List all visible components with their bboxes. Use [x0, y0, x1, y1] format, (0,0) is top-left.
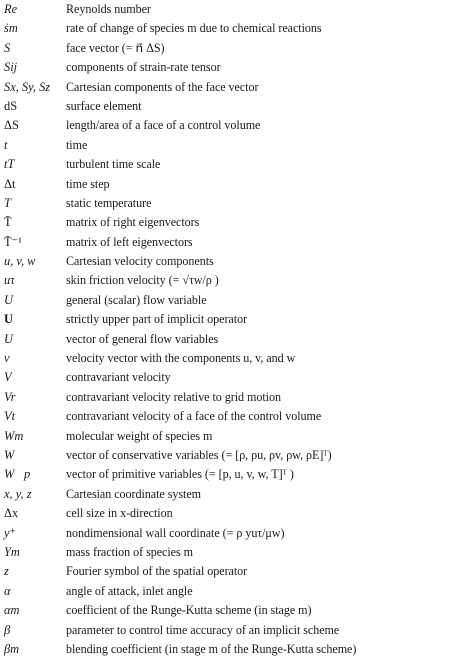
nomenclature-entry — [0, 601, 455, 620]
description: coefficient of the Runge-Kutta scheme (in stage m) — [66, 603, 312, 618]
symbol: T — [4, 195, 11, 210]
nomenclature-entry — [0, 562, 455, 581]
nomenclature-entry — [0, 446, 455, 465]
symbol: U⃗ — [4, 331, 23, 346]
description: contravariant velocity relative to grid motion — [66, 389, 281, 404]
description: strictly upper part of implicit operator — [66, 312, 248, 327]
description: velocity vector with the components u, v, and w — [66, 351, 296, 366]
nomenclature-entry — [0, 427, 455, 446]
description: contravariant velocity of a face of the control volume — [66, 409, 322, 424]
symbol: x, y, z — [4, 486, 32, 501]
symbol: V — [4, 370, 12, 385]
symbol: uτ — [4, 273, 15, 288]
nomenclature-entry — [0, 39, 455, 58]
description: time — [66, 137, 88, 152]
description: length/area of a face of a control volume — [66, 118, 261, 133]
description: turbulent time scale — [66, 157, 161, 172]
nomenclature-entry — [0, 388, 455, 407]
nomenclature-entry — [0, 58, 455, 77]
nomenclature-entry — [0, 407, 455, 426]
nomenclature-entry — [0, 116, 455, 135]
symbol: z — [4, 564, 9, 579]
symbol: Sij — [4, 60, 18, 75]
description: mass fraction of species m — [66, 544, 193, 559]
nomenclature-entry — [0, 155, 455, 174]
symbol: Wm — [4, 428, 24, 443]
nomenclature-entry — [0, 271, 455, 290]
symbol: u, v, w — [4, 254, 36, 269]
description: Cartesian velocity components — [66, 254, 214, 269]
nomenclature-entry — [0, 582, 455, 601]
symbol: W⃗p — [4, 467, 31, 482]
nomenclature-entry — [0, 233, 455, 252]
description: Cartesian coordinate system — [66, 486, 202, 501]
description: matrix of left eigenvectors — [66, 234, 193, 249]
nomenclature-entry — [0, 97, 455, 116]
symbol: α — [4, 583, 11, 598]
description: time step — [66, 176, 110, 191]
description: Reynolds number — [66, 2, 151, 16]
symbol: S⃗ — [4, 40, 20, 55]
nomenclature-entry — [0, 621, 455, 640]
nomenclature-entry — [0, 19, 455, 38]
nomenclature-entry — [0, 291, 455, 310]
symbol: T̄⁻¹ — [4, 234, 22, 249]
description: Cartesian components of the face vector — [66, 79, 259, 94]
nomenclature-entry — [0, 504, 455, 523]
symbol: Vr — [4, 389, 16, 404]
description: surface element — [66, 98, 142, 113]
description: vector of general flow variables — [66, 331, 219, 346]
symbol: βm — [4, 641, 20, 656]
nomenclature-entry — [0, 543, 455, 562]
symbol: U — [4, 312, 13, 327]
symbol: ΔS — [4, 118, 19, 133]
description: contravariant velocity — [66, 370, 171, 385]
symbol: Vt — [4, 409, 16, 424]
description: skin friction velocity (= √τw/ρ ) — [66, 273, 219, 288]
nomenclature-entry — [0, 175, 455, 194]
description: rate of change of species m due to chemical reactions — [66, 21, 322, 36]
description: vector of primitive variables (= [p, u, v, w, T]ᵀ ) — [66, 467, 294, 482]
symbol: Δx — [4, 506, 19, 521]
symbol: v⃗ — [4, 351, 20, 366]
nomenclature-entry — [0, 640, 455, 659]
nomenclature-entry — [0, 330, 455, 349]
symbol: Ym — [4, 544, 20, 559]
symbol: dS — [4, 98, 18, 113]
symbol: tT — [4, 157, 15, 172]
nomenclature-entry — [0, 194, 455, 213]
nomenclature-entry — [0, 252, 455, 271]
symbol: t — [4, 137, 8, 152]
description: blending coefficient (in stage m of the Runge-Kutta scheme) — [66, 641, 357, 656]
description: general (scalar) flow variable — [66, 292, 207, 307]
description: vector of conservative variables (= [ρ, ρu, ρv, ρw, ρE]ᵀ) — [66, 447, 332, 462]
symbol: U — [4, 292, 13, 307]
nomenclature-entry — [0, 368, 455, 387]
nomenclature-entry — [0, 136, 455, 155]
description: nondimensional wall coordinate (= ρ yuτ/μw) — [66, 525, 285, 540]
nomenclature-entry — [0, 485, 455, 504]
symbol: αm — [4, 603, 20, 618]
description: matrix of right eigenvectors — [66, 215, 200, 230]
symbol: Re — [4, 2, 18, 16]
description: static temperature — [66, 195, 152, 210]
description: molecular weight of species m — [66, 428, 213, 443]
description: Fourier symbol of the spatial operator — [66, 564, 248, 579]
nomenclature-entry — [0, 524, 455, 543]
symbol: T̄ — [4, 215, 12, 230]
nomenclature-entry — [0, 213, 455, 232]
description: angle of attack, inlet angle — [66, 583, 193, 598]
description: cell size in x-direction — [66, 506, 173, 521]
nomenclature-entry — [0, 349, 455, 368]
symbol: y⁺ — [4, 525, 17, 540]
symbol: Sx, Sy, Sz — [4, 79, 51, 94]
symbol: β — [4, 622, 11, 637]
description: parameter to control time accuracy of an implicit scheme — [66, 622, 340, 637]
nomenclature-entry — [0, 78, 455, 97]
description: face vector (= n⃗ ΔS) — [66, 40, 165, 55]
symbol: Δt — [4, 176, 16, 191]
symbol: ṡm — [4, 21, 18, 36]
nomenclature-entry — [0, 465, 455, 484]
nomenclature-entry — [0, 310, 455, 329]
description: components of strain-rate tensor — [66, 60, 221, 75]
symbol: W⃗ — [4, 447, 24, 462]
nomenclature-entry — [0, 0, 455, 19]
